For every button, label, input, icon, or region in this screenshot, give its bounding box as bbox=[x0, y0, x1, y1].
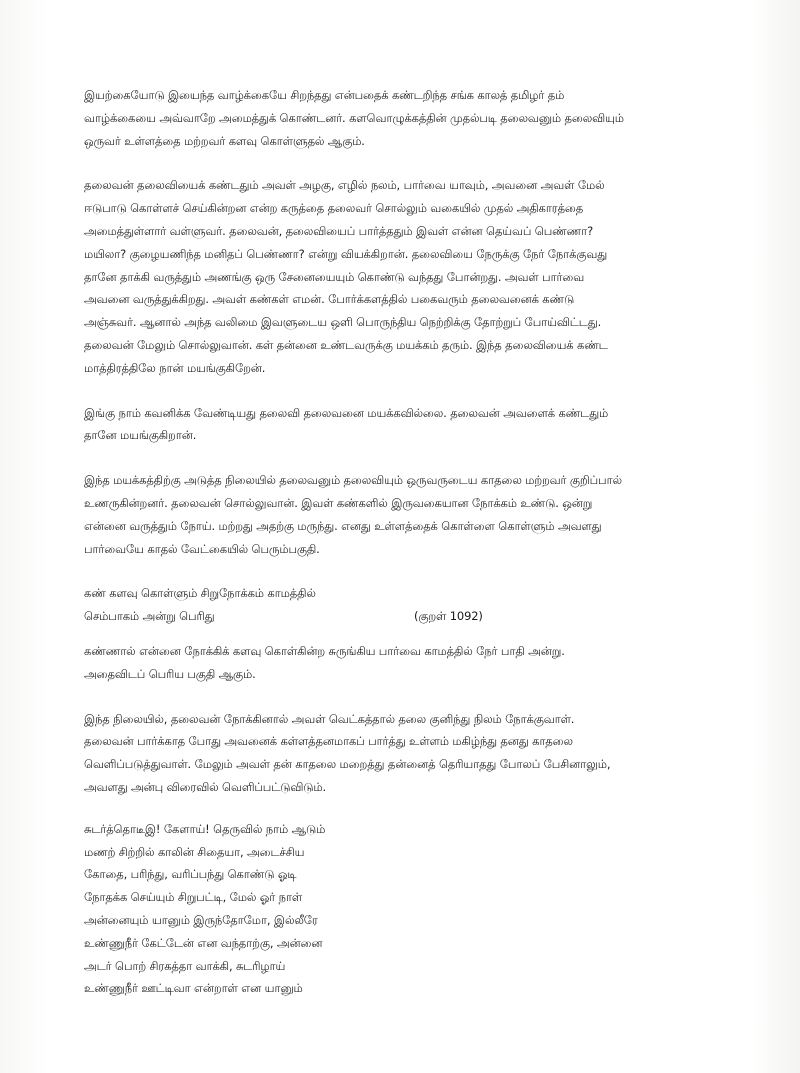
text-line: தலைவன் மேலும் சொல்லுவான். கள் தன்னை உண்டவருக்கு மயக்கம் தரும். இந்த தலைவியைக் கண்ட bbox=[84, 337, 608, 352]
kural-quote bbox=[84, 582, 744, 628]
text-line: ஒருவர் உள்ளத்தை மற்றவர் களவு கொள்ளுதல் ஆகும். bbox=[84, 133, 365, 148]
text-line: இந்த மயக்கத்திற்கு அடுத்த நிலையில் தலைவனும் தலைவியும் ஒருவருடைய காதலை மற்றவர் குறிப்பால் bbox=[84, 473, 622, 488]
text-line: தானே தாக்கி வருத்தும் அணங்கு ஒரு சேனையையும் கொண்டு வந்தது போன்றது. அவள் பார்வை bbox=[84, 269, 585, 284]
text-line: கண்ணால் என்னை நோக்கிக் களவு கொள்கின்ற சுருங்கிய பார்வை காமத்தில் நேர் பாதி அன்று. bbox=[84, 643, 565, 658]
paragraph-observation bbox=[84, 402, 744, 448]
kural-reference: (குறள் 1092) bbox=[414, 609, 483, 624]
text-line: இயற்கையோடு இயைந்த வாழ்க்கையே சிறந்தது என்பதைக் கண்டறிந்த சங்க காலத் தமிழர் தம் bbox=[84, 88, 565, 102]
document-body bbox=[84, 84, 744, 1000]
poem-line: கோதை, பரிந்து, வரிப்பந்து கொண்டு ஓடி bbox=[84, 867, 297, 882]
text-line: வெளிப்படுத்துவாள். மேலும் அவள் தன் காதலை மறைத்து தன்னைத் தெரியாதது போலப் பேசினாலும், bbox=[84, 757, 611, 772]
text-line: இங்கு நாம் கவனிக்க வேண்டியது தலைவி தலைவனை மயக்கவில்லை. தலைவன் அவளைக் கண்டதும் bbox=[84, 405, 609, 420]
text-line: தலைவன் தலைவியைக் கண்டதும் அவள் அழகு, எழில் நலம், பார்வை யாவும், அவனை அவள் மேல் bbox=[84, 178, 605, 193]
text-line: இந்த நிலையில், தலைவன் நோக்கினால் அவள் வெட்கத்தால் தலை குனிந்து நிலம் நோக்குவாள். bbox=[84, 711, 575, 726]
text-line: மாத்திரத்திலே நான் மயங்குகிறேன். bbox=[84, 360, 266, 375]
poem-line: உண்ணுநீர் கேட்டேன் என வந்தாற்கு, அன்னை bbox=[84, 935, 323, 950]
paragraph-first-sight bbox=[84, 174, 744, 379]
poem-line: அடர் பொற் சிரகத்தா வாக்கி, சுடரிழாய் bbox=[84, 958, 286, 973]
paragraph-intro bbox=[84, 84, 744, 152]
kural-line-2 bbox=[84, 605, 744, 628]
text-line: தலைவன் பார்க்காத போது அவனைக் கள்ளத்தனமாகப் பார்த்து உள்ளம் மகிழ்ந்து தனது காதலை bbox=[84, 734, 573, 749]
text-line: மயிலா? குழையணிந்த மனிதப் பெண்ணா? என்று வியக்கிறான். தலைவியை நேருக்கு நேர் நோக்குவது bbox=[84, 246, 608, 261]
poem-line: நோதக்க செய்யும் சிறுபட்டி, மேல் ஓர் நாள் bbox=[84, 890, 303, 905]
paragraph-shyness bbox=[84, 708, 744, 799]
poem-line: சுடர்த்தொடீஇ! கேளாய்! தெருவில் நாம் ஆடும் bbox=[84, 821, 326, 836]
text-line: அஞ்சுவர். ஆனால் அந்த வலிமை இவளுடைய ஒளி பொருந்திய நெற்றிக்கு தோற்றுப் போய்விட்டது. bbox=[84, 315, 602, 330]
paragraph-next-stage bbox=[84, 469, 744, 560]
text-line: அவளது அன்பு விரைவில் வெளிப்பட்டுவிடும். bbox=[84, 779, 326, 794]
text-line: அவனை வருத்துக்கிறது. அவள் கண்கள் எமன். போர்க்களத்தில் பகைவரும் தலைவனைக் கண்டு bbox=[84, 292, 575, 307]
text-line: வாழ்க்கையை அவ்வாறே அமைத்துக் கொண்டனர். களவொழுக்கத்தின் முதல்படி தலைவனும் தலைவியும் bbox=[84, 110, 624, 125]
poem-quote bbox=[84, 818, 744, 1000]
text-line: உணருகின்றனர். தலைவன் சொல்லுவான். இவள் கண்களில் இருவகையான நோக்கம் உண்டு. ஒன்று bbox=[84, 495, 593, 510]
poem-line: அன்னையும் யானும் இருந்தோமோ, இல்லீரே bbox=[84, 912, 318, 927]
text-line: ஈடுபாடு கொள்ளச் செய்கின்றன என்ற கருத்தை தலைவர் சொல்லும் வகையில் முதல் அதிகாரத்தை bbox=[84, 201, 584, 216]
poem-line: மணற் சிற்றில் காலின் சிதையா, அடைச்சிய bbox=[84, 844, 305, 859]
text-line: அமைத்துள்ளார் வள்ளுவர். தலைவன், தலைவியைப் பார்த்ததும் இவள் என்ன தெய்வப் பெண்ணா? bbox=[84, 223, 594, 238]
paragraph-kural-meaning bbox=[84, 640, 744, 686]
text-line: அதைவிடப் பெரிய பகுதி ஆகும். bbox=[84, 666, 256, 681]
text-line: பார்வையே காதல் வேட்கையில் பெரும்பகுதி. bbox=[84, 541, 320, 556]
poem-line: உண்ணுநீர் ஊட்டிவா என்றாள் என யானும் bbox=[84, 981, 303, 996]
kural-line-1: கண் களவு கொள்ளும் சிறுநோக்கம் காமத்தில் bbox=[84, 586, 316, 601]
text-line: என்னை வருத்தும் நோய். மற்றது அதற்கு மருந்து. எனது உள்ளத்தைக் கொள்ளை கொள்ளும் அவளது bbox=[84, 518, 602, 533]
kural-text: செம்பாகம் அன்று பெரிது bbox=[84, 609, 215, 624]
text-line: தானே மயங்குகிறான். bbox=[84, 428, 197, 443]
